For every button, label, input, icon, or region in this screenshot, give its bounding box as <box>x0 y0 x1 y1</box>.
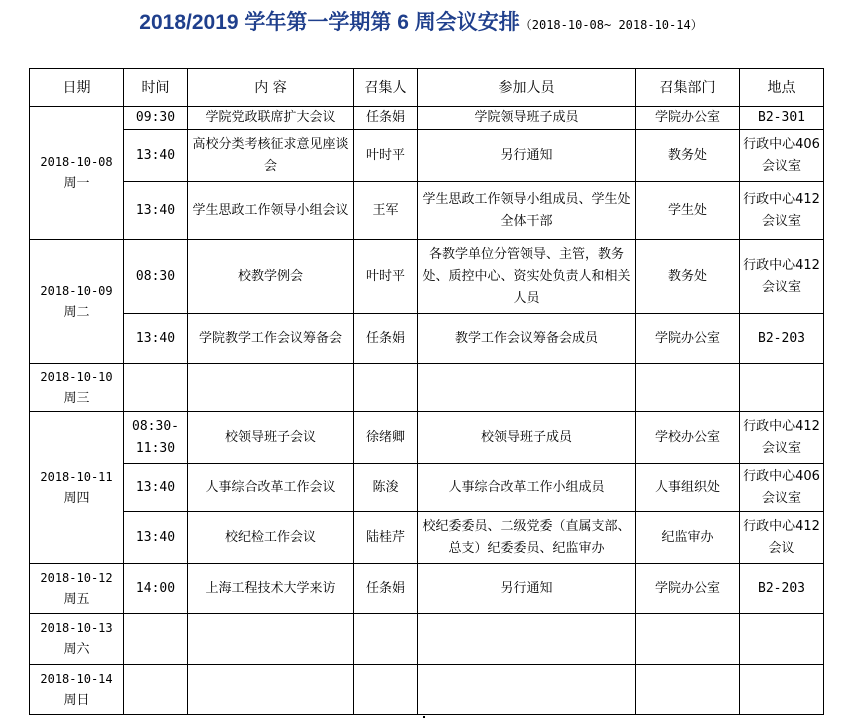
department-cell: 纪监审办 <box>636 512 740 564</box>
table-row <box>30 130 824 182</box>
empty-cell <box>636 614 740 665</box>
department-cell: 人事组织处 <box>636 464 740 512</box>
empty-cell <box>418 364 636 412</box>
location-cell: 行政中心406会议室 <box>740 130 824 182</box>
empty-cell <box>354 614 418 665</box>
date-cell <box>30 564 124 614</box>
participants-cell: 人事综合改革工作小组成员 <box>418 464 636 512</box>
location-cell: B2-203 <box>740 314 824 364</box>
page-title <box>0 6 842 36</box>
content-cell: 学院教学工作会议筹备会 <box>188 314 354 364</box>
header-department: 召集部门 <box>636 69 740 107</box>
table-row <box>30 412 824 464</box>
header-date: 日期 <box>30 69 124 107</box>
participants-cell: 各教学单位分管领导、主管，教务处、质控中心、资实处负责人和相关人员 <box>418 240 636 314</box>
location-cell: 行政中心406会议室 <box>740 464 824 512</box>
empty-cell <box>354 665 418 715</box>
content-cell: 上海工程技术大学来访 <box>188 564 354 614</box>
empty-cell <box>740 665 824 715</box>
convener-cell: 陆桂芹 <box>354 512 418 564</box>
empty-cell <box>124 364 188 412</box>
convener-cell: 叶时平 <box>354 130 418 182</box>
header-location: 地点 <box>740 69 824 107</box>
location-cell: B2-301 <box>740 107 824 130</box>
table-row <box>30 240 824 314</box>
header-time: 时间 <box>124 69 188 107</box>
time-cell: 13:40 <box>124 512 188 564</box>
participants-cell: 另行通知 <box>418 130 636 182</box>
date-text: 2018-10-11 <box>40 469 113 484</box>
date-text: 2018-10-08 <box>40 155 113 169</box>
department-cell: 教务处 <box>636 240 740 314</box>
weekday-text: 周六 <box>63 642 90 657</box>
participants-cell: 教学工作会议筹备会成员 <box>418 314 636 364</box>
content-cell: 人事综合改革工作会议 <box>188 464 354 512</box>
empty-cell <box>124 665 188 715</box>
department-cell: 学院办公室 <box>636 314 740 364</box>
content-cell: 学院党政联席扩大会议 <box>188 107 354 130</box>
title-main: 2018/2019 学年第一学期第 6 周会议安排 <box>139 11 520 34</box>
content-cell: 校领导班子会议 <box>188 412 354 464</box>
date-text: 2018-10-14 <box>40 671 113 686</box>
table-row <box>30 107 824 130</box>
table-row <box>30 464 824 512</box>
empty-cell <box>740 364 824 412</box>
empty-cell <box>418 614 636 665</box>
content-cell: 校教学例会 <box>188 240 354 314</box>
weekday-text: 周一 <box>63 176 90 191</box>
empty-cell <box>636 665 740 715</box>
date-cell <box>30 412 124 564</box>
empty-cell <box>418 665 636 715</box>
participants-cell: 学生思政工作领导小组成员、学生处全体干部 <box>418 182 636 240</box>
date-cell <box>30 364 124 412</box>
time-cell: 13:40 <box>124 182 188 240</box>
convener-cell: 王军 <box>354 182 418 240</box>
schedule-table <box>29 68 824 715</box>
department-cell: 学院办公室 <box>636 107 740 130</box>
location-cell: 行政中心412会议室 <box>740 240 824 314</box>
date-text: 2018-10-12 <box>40 570 113 585</box>
time-cell: 13:40 <box>124 314 188 364</box>
convener-cell: 陈浚 <box>354 464 418 512</box>
participants-cell: 校领导班子成员 <box>418 412 636 464</box>
content-cell: 学生思政工作领导小组会议 <box>188 182 354 240</box>
convener-cell: 徐绪卿 <box>354 412 418 464</box>
empty-cell <box>188 665 354 715</box>
empty-cell <box>188 614 354 665</box>
location-cell: 行政中心412会议室 <box>740 412 824 464</box>
empty-cell <box>354 364 418 412</box>
table-row <box>30 182 824 240</box>
convener-cell: 任条娟 <box>354 314 418 364</box>
table-row <box>30 512 824 564</box>
date-cell <box>30 107 124 240</box>
date-text: 2018-10-10 <box>40 369 113 384</box>
time-cell: 08:30-11:30 <box>124 412 188 464</box>
weekday-text: 周五 <box>63 591 90 607</box>
convener-cell: 叶时平 <box>354 240 418 314</box>
date-cell <box>30 240 124 364</box>
empty-cell <box>188 364 354 412</box>
time-cell: 14:00 <box>124 564 188 614</box>
header-row <box>30 69 824 107</box>
department-cell: 学校办公室 <box>636 412 740 464</box>
date-cell <box>30 665 124 715</box>
time-cell: 08:30 <box>124 240 188 314</box>
empty-cell <box>636 364 740 412</box>
table-row <box>30 314 824 364</box>
table-row <box>30 665 824 715</box>
time-cell: 09:30 <box>124 107 188 130</box>
date-cell <box>30 614 124 665</box>
table-row <box>30 364 824 412</box>
stray-dot <box>423 716 425 718</box>
convener-cell: 任条娟 <box>354 564 418 614</box>
date-text: 2018-10-09 <box>40 283 113 298</box>
table-row <box>30 614 824 665</box>
time-cell: 13:40 <box>124 464 188 512</box>
date-text: 2018-10-13 <box>40 621 113 635</box>
title-date-range: （2018-10-08~ 2018-10-14） <box>519 18 703 32</box>
empty-cell <box>124 614 188 665</box>
header-participants: 参加人员 <box>418 69 636 107</box>
participants-cell: 另行通知 <box>418 564 636 614</box>
table-row <box>30 564 824 614</box>
department-cell: 学生处 <box>636 182 740 240</box>
participants-cell: 校纪委委员、二级党委（直属支部、总支）纪委委员、纪监审办 <box>418 512 636 564</box>
empty-cell <box>740 614 824 665</box>
weekday-text: 周日 <box>63 692 90 708</box>
weekday-text: 周三 <box>63 390 90 406</box>
convener-cell: 任条娟 <box>354 107 418 130</box>
header-content: 内 容 <box>188 69 354 107</box>
department-cell: 教务处 <box>636 130 740 182</box>
content-cell: 校纪检工作会议 <box>188 512 354 564</box>
location-cell: 行政中心412会议室 <box>740 182 824 240</box>
header-convener: 召集人 <box>354 69 418 107</box>
weekday-text: 周二 <box>63 304 90 320</box>
location-cell: B2-203 <box>740 564 824 614</box>
location-cell: 行政中心412会议 <box>740 512 824 564</box>
content-cell: 高校分类考核征求意见座谈会 <box>188 130 354 182</box>
department-cell: 学院办公室 <box>636 564 740 614</box>
participants-cell: 学院领导班子成员 <box>418 107 636 130</box>
weekday-text: 周四 <box>63 490 90 506</box>
time-cell: 13:40 <box>124 130 188 182</box>
